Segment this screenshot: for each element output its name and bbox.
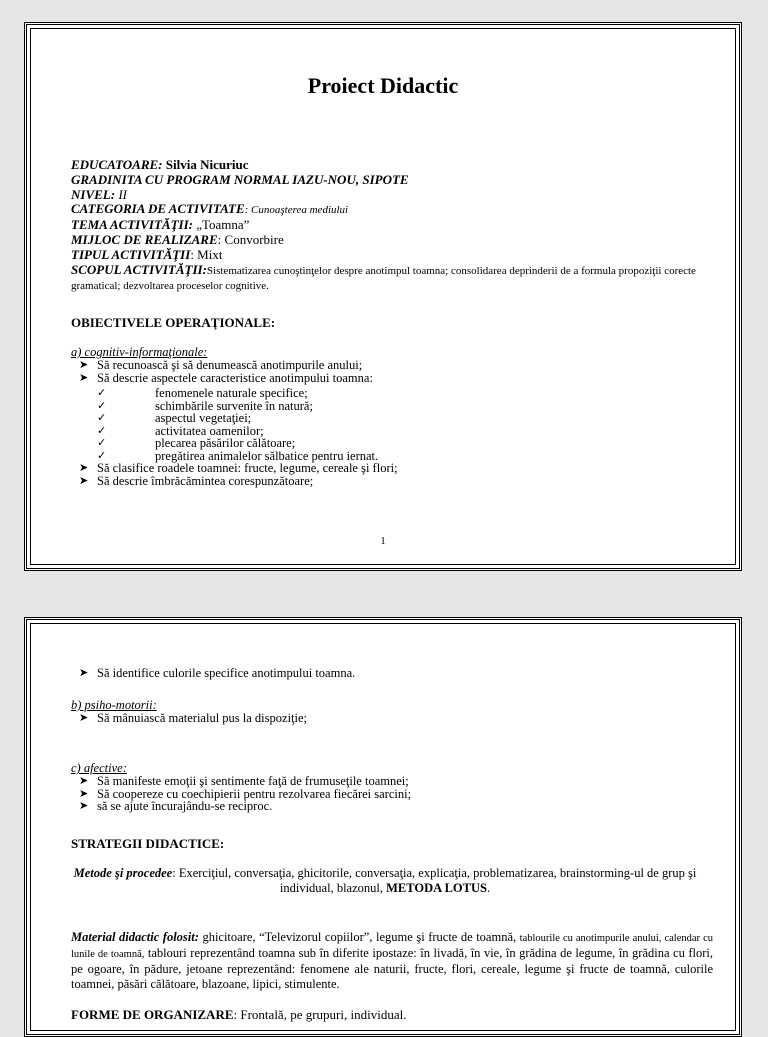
psiho-motorii-heading: b) psiho-motorii: — [71, 698, 157, 712]
list-item: ➤ Să coopereze cu coechipierii pentru rezolvarea fiecărei sarcini; — [79, 786, 412, 801]
material-text-2: tablouri reprezentând toamna sub în diferite ipostaze: în livadă, în vie, în grădina de legume, în grădina cu flori, pe ogoare, în pădure, jetoane reprezentând: fenomene ale naturii, fructe, flori, cereale, legume şi fructe de toamnă, culorile toamnei, păsări călătoare, blazoane, lipici, stimulente. — [71, 946, 713, 991]
material-label: Material didactic folosit: — [71, 930, 199, 944]
tipul-label: TIPUL ACTIVITĂŢII — [71, 246, 191, 262]
strategii-heading: STRATEGII DIDACTICE: — [71, 836, 225, 851]
scopul-line — [71, 263, 713, 293]
arrow-bullet-icon: ➤ — [79, 462, 89, 474]
list-item: ➤ Să recunoască şi să denumească anotimpurile anului; — [79, 358, 363, 372]
document-title: Proiect Didactic — [307, 73, 459, 98]
nivel-value: II — [118, 186, 127, 202]
check-bullet-icon: ✓ — [97, 412, 107, 424]
aspects-checklist — [97, 387, 719, 462]
check-bullet-icon: ✓ — [97, 449, 107, 462]
check-bullet-icon: ✓ — [97, 424, 107, 437]
tema-line — [71, 218, 713, 233]
educatoare-label: EDUCATOARE: — [71, 157, 163, 172]
metode-text: : Exerciţiul, conversaţia, ghicitorile, conversaţia, explicaţia, problematizarea, brainstorming-ul de grup şi individual, blazonul, — [172, 866, 697, 895]
educatoare-line — [71, 158, 713, 173]
arrow-bullet-icon: ➤ — [79, 787, 89, 800]
list-item: ✓ aspectul vegetaţiei; — [97, 411, 252, 425]
mijloc-value: : Convorbire — [217, 231, 284, 247]
material-text-1: ghicitoare, “Televizorul copiilor”, legume şi fructe de toamnă, — [198, 930, 520, 944]
scopul-value: Sistematizarea cunoştinţelor despre anotimpul toamna; consolidarea deprinderii de a formula propoziţii corecte gramatical; dezvoltarea proceselor cognitive. — [71, 264, 696, 292]
check-bullet-icon: ✓ — [97, 387, 107, 399]
categoria-label: CATEGORIA DE ACTIVITATE — [71, 201, 245, 217]
educatoare-value: Silvia Nicuriuc — [165, 157, 249, 172]
arrow-bullet-icon: ➤ — [79, 775, 89, 787]
arrow-bullet-icon: ➤ — [79, 359, 89, 371]
categoria-line — [71, 202, 713, 218]
mijloc-label: MIJLOC DE REALIZARE — [71, 231, 218, 247]
list-item: ➤ Să manifeste emoţii şi sentimente faţă de frumuseţile toamnei; — [79, 774, 409, 788]
forme-organizare-line — [71, 1007, 713, 1022]
cognitive-heading: a) cognitiv-informaţionale: — [71, 345, 208, 359]
document-page-2 — [24, 617, 742, 1037]
list-item: ➤ Să descrie aspectele caracteristice anotimpului toamna: — [79, 370, 373, 385]
list-item: ➤ să se ajute încurajându-se reciproc. — [79, 799, 273, 813]
check-bullet-icon: ✓ — [97, 437, 107, 449]
tema-label: TEMA ACTIVITĂŢII: — [71, 217, 193, 233]
objectives-heading: OBIECTIVELE OPERAŢIONALE: — [71, 315, 276, 330]
list-item: ➤ Să mânuiască materialul pus la dispoziţie; — [79, 711, 308, 725]
afective-heading: c) afective: — [71, 761, 127, 775]
metode-lotus: METODA LOTUS — [386, 881, 487, 895]
nivel-line — [71, 188, 713, 203]
cognitive-list — [79, 359, 719, 384]
list-item: ➤ Să descrie îmbrăcămintea corespunzătoare; — [79, 473, 314, 488]
check-bullet-icon: ✓ — [97, 399, 107, 412]
document-page-1 — [24, 22, 742, 571]
forme-value: : Frontală, pe grupuri, individual. — [233, 1007, 407, 1022]
list-item: ✓ activitatea oamenilor; — [97, 423, 264, 438]
metode-paragraph: Metode şi procedee: Exerciţiul, conversaţia, ghicitorile, conversaţia, explicaţia, problematizarea, brainstorming-ul de grup şi individual, blazonul, METODA LOTUS. — [73, 866, 697, 895]
tipul-value: : Mixt — [190, 246, 223, 262]
arrow-bullet-icon: ➤ — [79, 667, 89, 679]
scopul-label: SCOPUL ACTIVITĂŢII: — [71, 261, 207, 277]
mijloc-line — [71, 233, 713, 248]
project-header-fields — [71, 158, 713, 293]
nivel-label: NIVEL: — [71, 186, 116, 202]
forme-label: FORME DE ORGANIZARE — [71, 1007, 234, 1022]
arrow-bullet-icon: ➤ — [79, 371, 89, 384]
list-item: ➤ Să identifice culorile specifice anotimpului toamna. — [79, 666, 356, 680]
material-text-small: tablourile cu anotimpurile anului, calendar cu lunile de toamnă, — [71, 933, 713, 960]
tema-value: „Toamna” — [192, 217, 250, 233]
categoria-value: : Cunoaşterea mediului — [244, 204, 349, 217]
arrow-bullet-icon: ➤ — [79, 800, 89, 812]
page-number: 1 — [380, 535, 386, 547]
list-item: ✓ fenomenele naturale specifice; — [97, 386, 308, 400]
metode-label: Metode şi procedee — [73, 866, 173, 880]
psiho-motorii-list — [79, 712, 719, 725]
material-paragraph — [71, 930, 713, 992]
arrow-bullet-icon: ➤ — [79, 712, 89, 724]
list-item: ✓ pregătirea animalelor sălbatice pentru iernat. — [97, 448, 379, 463]
afective-list — [79, 775, 719, 813]
tipul-line — [71, 248, 713, 263]
gradinita-line: GRADINITA CU PROGRAM NORMAL IAZU-NOU, SIPOTE — [71, 171, 409, 187]
list-item: ✓ plecarea păsărilor călătoare; — [97, 436, 296, 450]
list-item: ➤ Să clasifice roadele toamnei: fructe, legume, cereale şi flori; — [79, 461, 398, 475]
cognitive-list-page2 — [79, 667, 719, 680]
arrow-bullet-icon: ➤ — [79, 474, 89, 487]
list-item: ✓ schimbările survenite în natură; — [97, 398, 313, 413]
cognitive-list-continued — [79, 462, 719, 487]
